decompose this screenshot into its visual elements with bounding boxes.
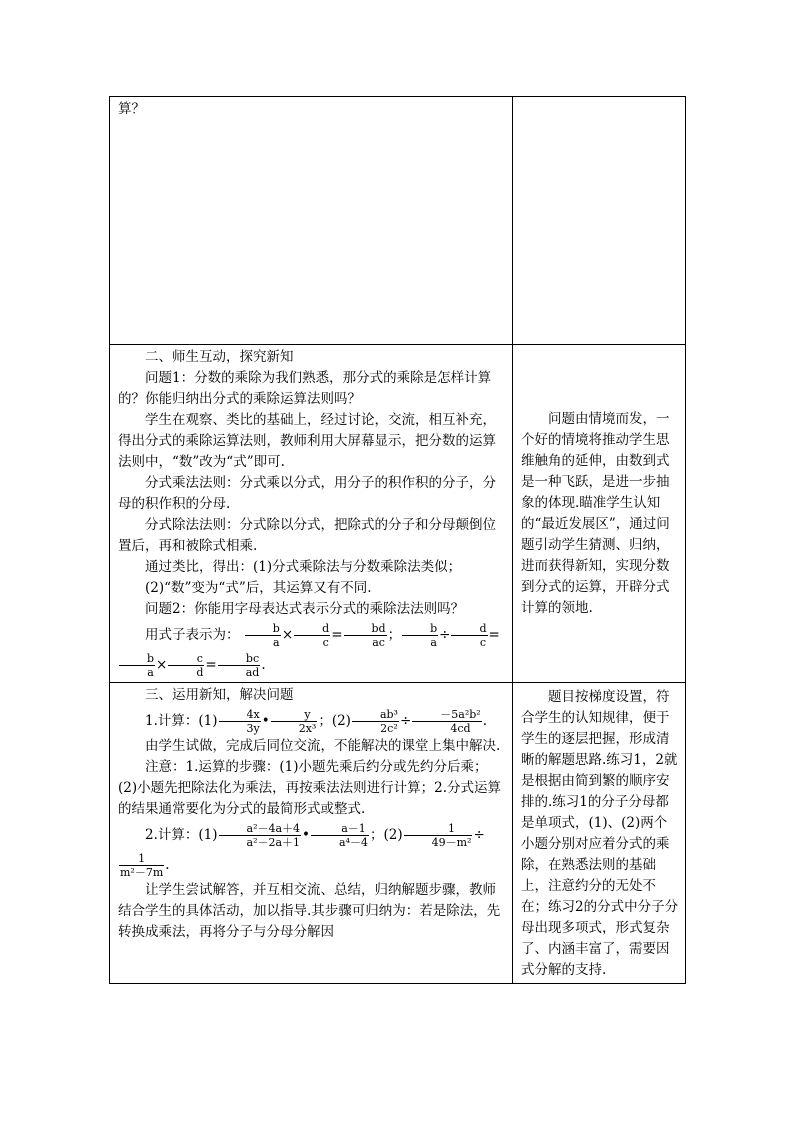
table-row [110, 97, 686, 345]
fraction: $\frac{y}{\text{2x³}}$ [271, 708, 318, 735]
process-cell [110, 97, 513, 345]
process-cell [110, 345, 513, 683]
fraction: $\frac{d}{c}$ [451, 622, 487, 649]
fraction: $\frac{b}{a}$ [245, 622, 281, 649]
question-2: 问题2：你能用字母表达式表示分式的乘除法法则吗？ [145, 601, 465, 617]
fraction: $\frac{b}{a}$ [119, 652, 155, 679]
fraction: $\frac{bc}{ad}$ [218, 652, 261, 679]
fraction: $\frac{c}{d}$ [168, 652, 204, 679]
fraction: $\frac{a-1}{\text{a⁴－4}}$ [311, 822, 369, 849]
design-intent-text: 问题由情境而发，一个好的情境将推动学生思维触角的延伸，由数到式是一种飞跃，是进一步抽象的体现.瞄准学生认知的“最近发展区”，通过问题引动学生猜测、归纳，进而获得新知，实现分数到分式的运算，开辟分式计算的领地. [521, 410, 670, 616]
design-intent-cell [513, 683, 686, 984]
fraction: $\frac{\text{－5a²b²}}{4cd}$ [412, 708, 481, 735]
rule-formula: 用式子表示为： $\frac{b}{a}$ × $\frac{d}{c}$ = $\frac{bd}{ac}$ ； $\frac{b}{a}$ ÷ $\frac{d}{c}$ = $\frac{b}{a}$ × $\frac{c}{d}$ = $\frac{bc}{ad}$ . [118, 620, 506, 680]
design-intent-text [513, 97, 685, 101]
paragraph: 学生在观察、类比的基础上，经过讨论，交流，相互补充，得出分式的乘除运算法则，教师利用大屏幕显示，把分数的运算法则中，“数”改为“式”即可. [118, 412, 496, 470]
formula-label: 用式子表示为： [145, 627, 240, 643]
section-heading: 三、运用新知，解决问题 [145, 687, 294, 703]
table-row [110, 345, 686, 683]
note: 注意：1.运算的步骤：(1)小题先乘后约分或先约分后乘；(2)小题先把除法化为乘法，再按乘法法则进行计算；2.分式运算的结果通常要化为分式的最简形式或整式. [118, 759, 502, 817]
question-1: 问题1：分数的乘除为我们熟悉，那分式的乘除是怎样计算的？你能归纳出分式的乘除运算法则吗？ [118, 370, 492, 407]
continued-text: 算？ [118, 101, 145, 117]
paragraph: 由学生试做，完成后同位交流，不能解决的课堂上集中解决. [145, 738, 501, 754]
design-intent-cell [513, 97, 686, 345]
lesson-plan-table [109, 96, 686, 984]
fraction: $\frac{\text{a²－4a＋4}}{\text{a²－2a＋1}}$ [219, 822, 302, 849]
process-cell [110, 683, 513, 984]
multiplication-rule: 分式乘法法则：分式乘以分式，用分子的积作积的分子，分母的积作积的分母. [118, 475, 496, 512]
fraction: $\frac{d}{c}$ [294, 622, 330, 649]
division-rule: 分式除法法则：分式除以分式，把除式的分子和分母颠倒位置后，再和被除式相乘. [118, 517, 496, 554]
analogy-2: (2)“数”变为“式”后，其运算又有不同. [145, 580, 372, 596]
fraction: $\frac{4x}{3y}$ [219, 708, 261, 735]
section-heading: 二、师生互动，探究新知 [145, 349, 294, 365]
fraction: $\frac{bd}{ac}$ [344, 622, 387, 649]
fraction: $\frac{1}{\text{m²－7m}}$ [120, 852, 164, 879]
exercise-1: 1.计算：(1) $\frac{4x}{3y}$ • $\frac{y}{\text{2x³}}$ ；(2) $\frac{\text{ab³}}{\text{2c²}}$ ÷ $\frac{\text{－5a²b²}}{4cd}$ . [145, 708, 487, 735]
exercise-2: 2.计算：(1) $\frac{\text{a²－4a＋4}}{\text{a²－2a＋1}}$ • $\frac{a-1}{\text{a⁴－4}}$ ；(2) $\frac{1}{\text{49－m²}}$ ÷ [145, 822, 485, 849]
fraction: $\frac{b}{a}$ [402, 622, 438, 649]
exercise-2-continued: $\frac{1}{\text{m²－7m}}$ . [120, 852, 170, 879]
fraction: $\frac{1}{\text{49－m²}}$ [404, 822, 473, 849]
table-row [110, 683, 686, 984]
analogy-1: 通过类比，得出：(1)分式乘除法与分数乘除法类似； [145, 559, 462, 575]
fraction: $\frac{\text{ab³}}{\text{2c²}}$ [352, 708, 399, 735]
design-intent-cell [513, 345, 686, 683]
design-intent-text: 题目按梯度设置，符合学生的认知规律，便于学生的逐层把握，形成清晰的解题思路.练习1，2就是根据由简到繁的顺序安排的.练习1的分子分母都是单项式，(1)、(2)两个小题分别对应着分式的乘除，在熟悉法则的基础上，注意约分的无处不在；练习2的分式中分子分母出现多项式，形式复杂了、内涵丰富了，需要因式分解的支持. [521, 689, 679, 978]
paragraph: 让学生尝试解答，并互相交流、总结，归纳解题步骤，教师结合学生的具体活动，加以指导.其步骤可归纳为：若是除法，先转换成乘法，再将分子与分母分解因 [118, 882, 501, 940]
